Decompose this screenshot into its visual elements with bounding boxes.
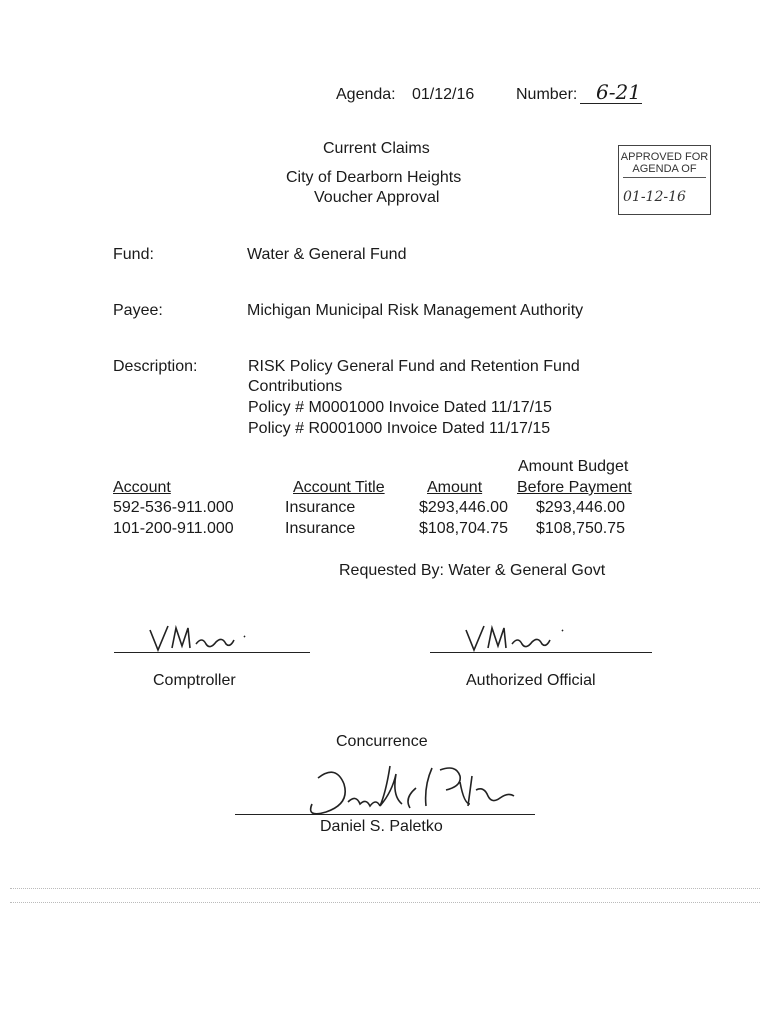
description-line: RISK Policy General Fund and Retention Fund [248,358,580,375]
number-value: 6-21 [596,80,641,104]
budget-before-payment: $293,446.00 [536,499,625,516]
agenda-label: Agenda: [336,86,396,103]
scan-artifact-line [10,902,760,903]
description-label: Description: [113,358,198,375]
header-budget-line2: Before Payment [517,479,632,496]
account-number: 101-200-911.000 [113,520,234,537]
header-amount: Amount [427,479,483,496]
payee-label: Payee: [113,302,163,319]
payee-value: Michigan Municipal Risk Management Authority [247,302,584,319]
amount: $293,446.00 [419,499,508,516]
concurrence-name: Daniel S. Paletko [320,818,443,835]
account-title: Insurance [285,520,356,537]
concurrence-label: Concurrence [336,733,428,750]
comptroller-signature-line [114,652,310,653]
stamp-line1: APPROVED FOR [620,151,709,163]
stamp-rule [623,177,706,178]
agenda-date: 01/12/16 [412,86,475,103]
concurrence-signature [292,758,522,818]
official-signature-line [430,652,652,653]
amount: $108,704.75 [419,520,508,537]
title-voucher-approval: Voucher Approval [314,189,440,206]
stamp-date: 01-12-16 [623,189,686,205]
official-label: Authorized Official [466,672,596,689]
description-line: Contributions [248,378,343,395]
stamp-line2: AGENDA OF [632,163,697,175]
number-label: Number: [516,86,578,103]
fund-value: Water & General Fund [247,246,407,263]
approval-stamp [618,145,711,215]
requested-by: Requested By: Water & General Govt [339,562,606,579]
account-title: Insurance [285,499,356,516]
header-account: Account [113,479,171,496]
number-underline [580,103,642,104]
official-signature [462,616,592,656]
account-number: 592-536-911.000 [113,499,234,516]
concurrence-signature-line [235,814,535,815]
header-budget-line1: Amount Budget [518,458,629,475]
description-line: Policy # M0001000 Invoice Dated 11/17/15 [248,399,552,416]
fund-label: Fund: [113,246,154,263]
comptroller-label: Comptroller [153,672,236,689]
header-account-title: Account Title [293,479,385,496]
description-line: Policy # R0001000 Invoice Dated 11/17/15 [248,420,551,437]
title-city: City of Dearborn Heights [286,169,462,186]
title-current-claims: Current Claims [323,140,430,157]
budget-before-payment: $108,750.75 [536,520,625,537]
scan-artifact-line [10,888,760,889]
